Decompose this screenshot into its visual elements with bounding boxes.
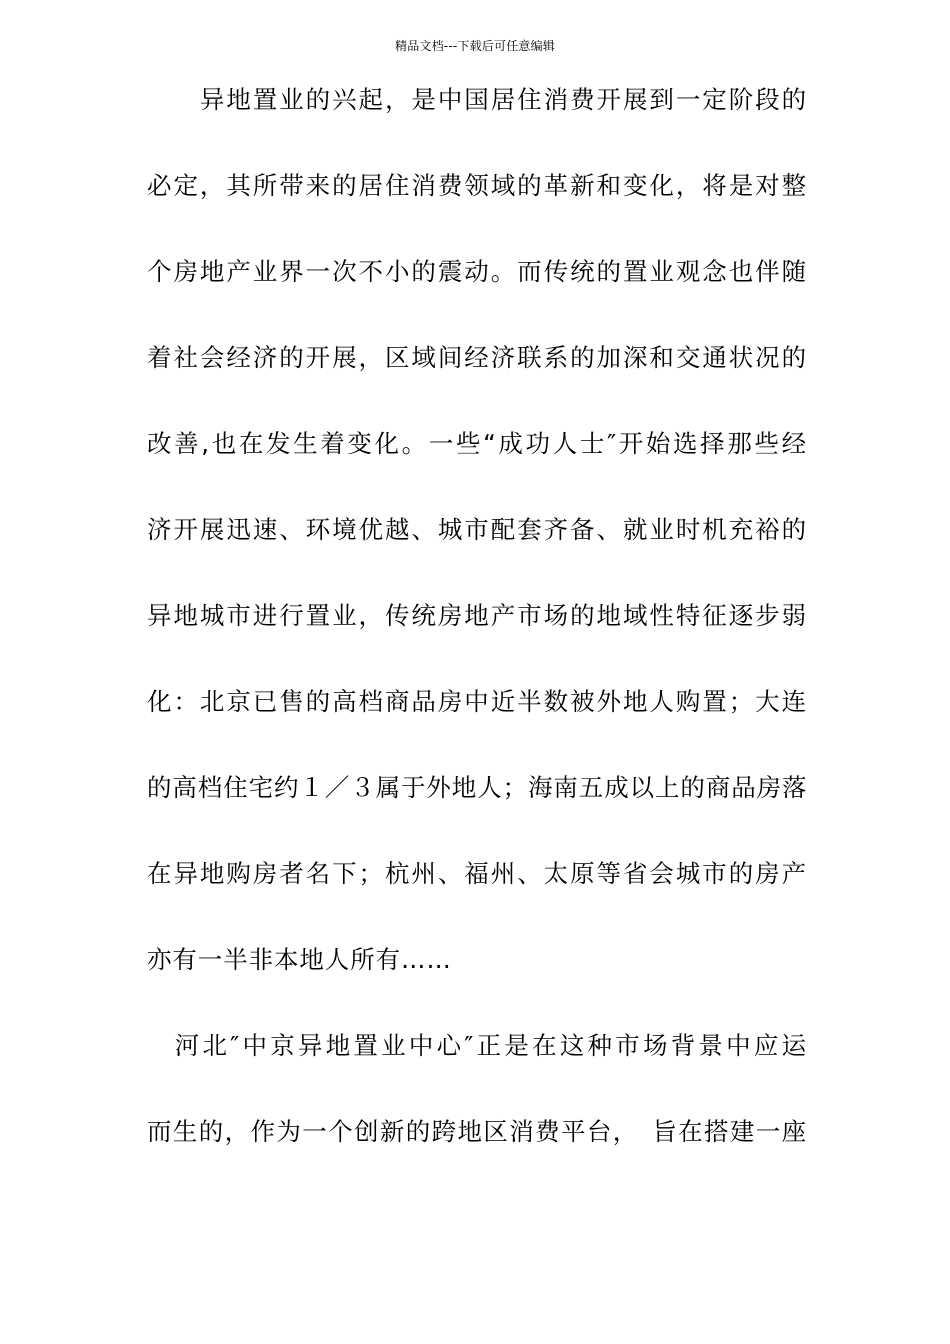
paragraph-line: 济开展迅速、环境优越、城市配套齐备、就业时机充裕的: [147, 515, 807, 544]
paragraph-line: 而生的，作为一个创新的跨地区消费平台， 旨在搭建一座: [147, 1117, 807, 1146]
paragraph-line: 必定，其所带来的居住消费领域的革新和变化，将是对整: [147, 171, 807, 200]
paragraph-line-end: 亦有一半非本地人所有……: [147, 945, 452, 974]
paragraph-line: 在异地购房者名下；杭州、福州、太原等省会城市的房产: [147, 859, 807, 888]
paragraph-line: 改善,也在发生着变化。一些“成功人士″开始选择那些经: [147, 429, 807, 458]
paragraph-line: 异地置业的兴起，是中国居住消费开展到一定阶段的: [147, 85, 807, 114]
paragraph-line: 着社会经济的开展，区域间经济联系的加深和交通状况的: [147, 343, 807, 372]
page-header: 精品文档---下载后可任意编辑: [395, 39, 555, 53]
paragraph-line: 个房地产业界一次不小的震动。而传统的置业观念也伴随: [147, 257, 807, 286]
paragraph-line: 化：北京已售的高档商品房中近半数被外地人购置；大连: [147, 687, 807, 716]
paragraph-line: 异地城市进行置业，传统房地产市场的地域性特征逐步弱: [147, 601, 807, 630]
paragraph-line: 河北″中京异地置业中心″正是在这种市场背景中应运: [147, 1031, 807, 1060]
paragraph-line: 的高档住宅约１／３属于外地人；海南五成以上的商品房落: [147, 773, 808, 802]
